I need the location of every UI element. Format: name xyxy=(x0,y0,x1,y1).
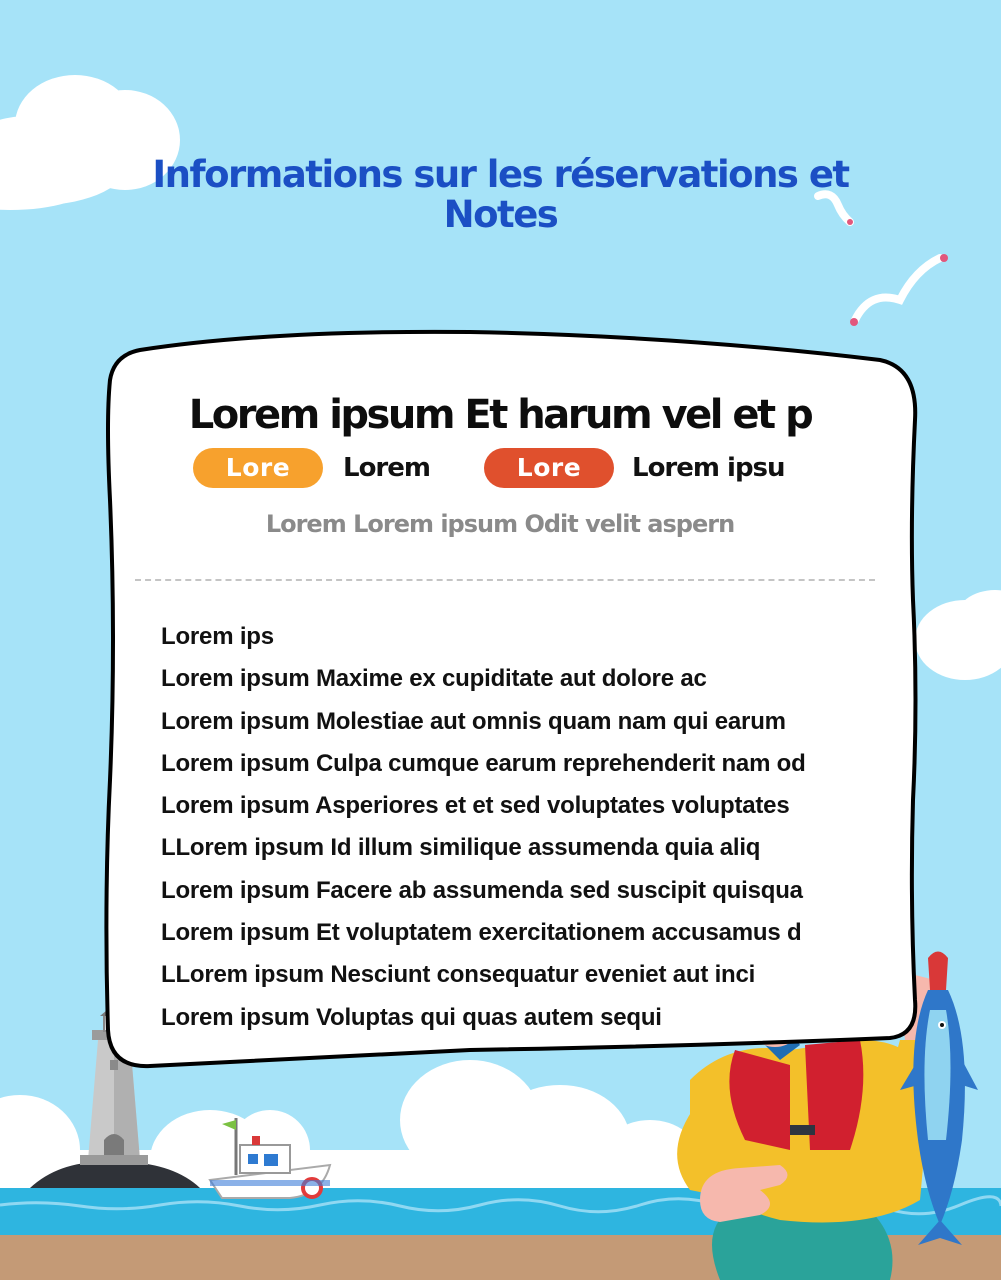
card-subtitle: Lorem Lorem ipsum Odit velit aspern xyxy=(265,510,735,538)
list-item: LLorem ipsum Id illum similique assumenda quia aliq xyxy=(161,834,761,862)
badge-label-1: Lorem xyxy=(343,453,430,483)
dashed-divider xyxy=(135,579,875,581)
list-item: Lorem ipsum Molestiae aut omnis quam nam qui earum xyxy=(161,707,786,735)
list-item: Lorem ipsum Asperiores et et sed voluptates voluptates xyxy=(161,792,790,820)
badge-pill-orange: Lore xyxy=(193,448,323,488)
cloud-illustration xyxy=(915,590,1001,680)
badge-pill-red: Lore xyxy=(484,448,614,488)
card-title: Lorem ipsum Et harum vel et p xyxy=(188,392,812,438)
list-item: Lorem ips xyxy=(161,623,274,650)
list-item: Lorem ipsum Maxime ex cupiditate aut dolore ac xyxy=(161,665,707,693)
page-title: Informations sur les réservations et Notes xyxy=(152,155,849,236)
list-item: Lorem ipsum Voluptas qui quas autem sequi xyxy=(161,1003,662,1031)
list-item: LLorem ipsum Nesciunt consequatur eveniet aut inci xyxy=(161,961,756,989)
list-item: Lorem ipsum Facere ab assumenda sed suscipit quisqua xyxy=(161,876,803,904)
badge-label-2: Lorem ipsu xyxy=(632,453,785,483)
list-item: Lorem ipsum Culpa cumque earum reprehenderit nam od xyxy=(161,749,806,777)
page-title-wrapper xyxy=(140,155,900,245)
list-item: Lorem ipsum Et voluptatem exercitationem accusamus d xyxy=(161,919,802,947)
notes-list xyxy=(161,616,806,1039)
